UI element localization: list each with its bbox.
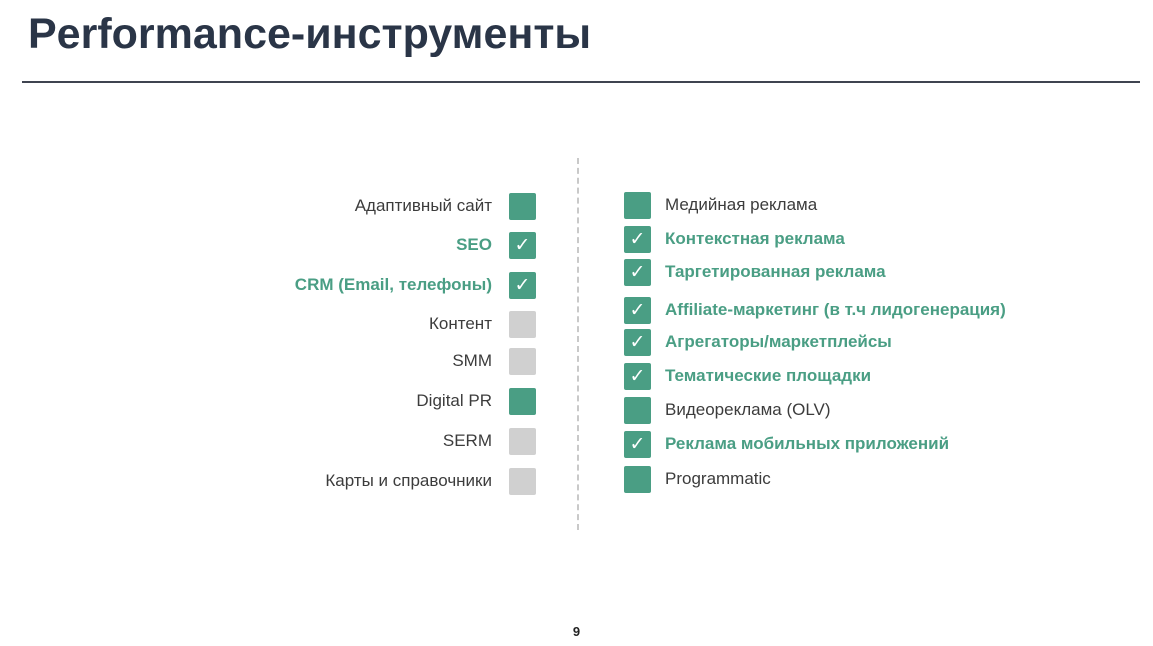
left-item-label: Digital PR bbox=[416, 391, 492, 410]
right-item-label: Реклама мобильных приложений bbox=[665, 434, 950, 453]
status-box bbox=[509, 348, 536, 375]
right-item bbox=[624, 362, 871, 390]
status-box bbox=[624, 466, 651, 493]
right-item-label: Агрегаторы/маркетплейсы bbox=[665, 332, 892, 351]
checkmark-icon: ✓ bbox=[629, 365, 646, 387]
title-divider bbox=[22, 81, 1140, 83]
left-item bbox=[200, 347, 536, 375]
right-item bbox=[624, 296, 1006, 324]
status-box bbox=[624, 329, 651, 356]
right-item bbox=[624, 430, 949, 458]
checkmark-icon: ✓ bbox=[514, 274, 531, 296]
right-item-label: Тематические площадки bbox=[665, 366, 872, 385]
right-item-label: Таргетированная реклама bbox=[665, 262, 886, 281]
left-item bbox=[200, 271, 536, 299]
status-box bbox=[624, 259, 651, 286]
left-item-label: Карты и справочники bbox=[325, 471, 492, 490]
left-item bbox=[200, 192, 536, 220]
right-item-label: Медийная реклама bbox=[665, 195, 818, 214]
checkmark-icon: ✓ bbox=[629, 261, 646, 283]
right-item-label: Контекстная реклама bbox=[665, 229, 845, 248]
right-item-label: Affiliate-маркетинг (в т.ч лидогенерация) bbox=[665, 300, 1006, 319]
left-item bbox=[200, 427, 536, 455]
right-item-label: Programmatic bbox=[665, 469, 771, 488]
left-item-label: SMM bbox=[452, 351, 492, 370]
page-number: 9 bbox=[572, 624, 581, 639]
left-item bbox=[200, 387, 536, 415]
left-item-label: Контент bbox=[429, 314, 492, 333]
right-item bbox=[624, 328, 892, 356]
status-box bbox=[509, 428, 536, 455]
left-item-label: SERM bbox=[442, 431, 492, 450]
checkmark-icon: ✓ bbox=[629, 433, 646, 455]
right-item-label: Видеореклама (OLV) bbox=[665, 400, 831, 419]
checkmark-icon: ✓ bbox=[629, 299, 646, 321]
status-box bbox=[509, 388, 536, 415]
status-box bbox=[624, 297, 651, 324]
right-item bbox=[624, 191, 817, 219]
left-item-label: SEO bbox=[456, 235, 492, 254]
left-item bbox=[200, 310, 536, 338]
status-box bbox=[624, 192, 651, 219]
status-box bbox=[509, 311, 536, 338]
slide-title: Performance-инструменты bbox=[28, 10, 592, 58]
checkmark-icon: ✓ bbox=[514, 234, 531, 256]
status-box bbox=[509, 193, 536, 220]
checkmark-icon: ✓ bbox=[629, 228, 646, 250]
right-item bbox=[624, 258, 886, 286]
column-divider bbox=[577, 158, 579, 530]
status-box bbox=[624, 226, 651, 253]
left-item bbox=[200, 467, 536, 495]
status-box bbox=[624, 397, 651, 424]
right-item bbox=[624, 465, 771, 493]
left-item-label: CRM (Email, телефоны) bbox=[294, 275, 492, 294]
status-box bbox=[509, 232, 536, 259]
right-item bbox=[624, 396, 831, 424]
status-box bbox=[624, 431, 651, 458]
right-item bbox=[624, 225, 845, 253]
left-item bbox=[200, 231, 536, 259]
status-box bbox=[624, 363, 651, 390]
checkmark-icon: ✓ bbox=[629, 331, 646, 353]
left-item-label: Адаптивный сайт bbox=[354, 196, 492, 215]
status-box bbox=[509, 272, 536, 299]
status-box bbox=[509, 468, 536, 495]
